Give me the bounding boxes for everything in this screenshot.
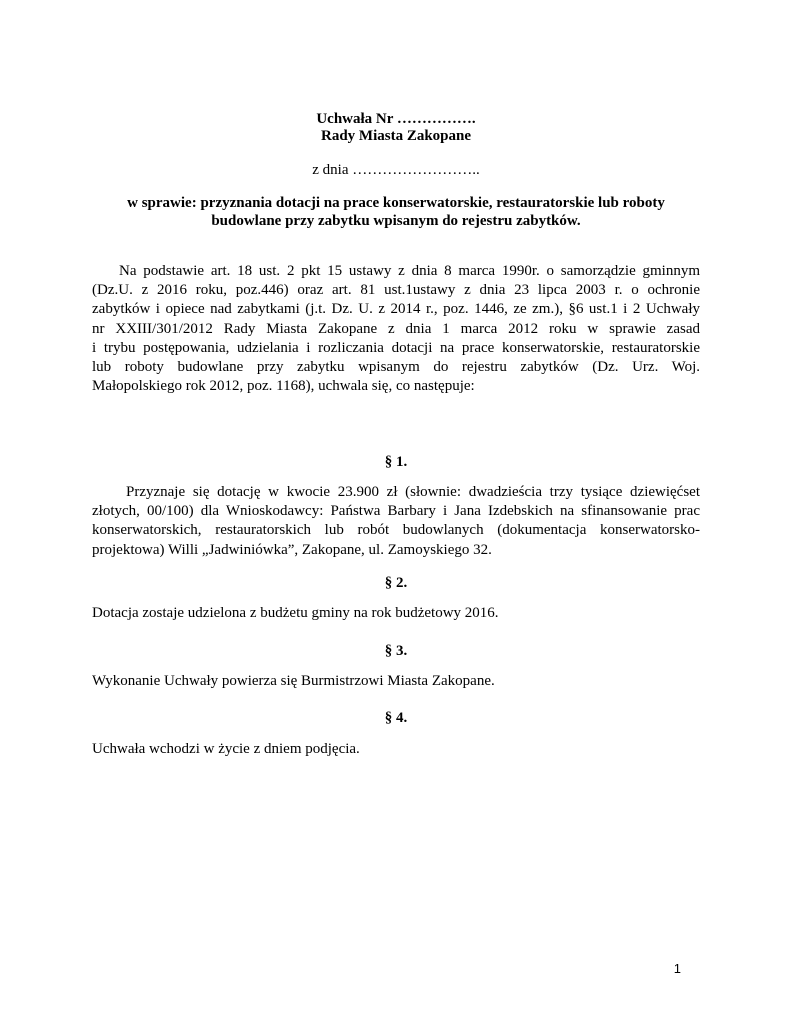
council-name: Rady Miasta Zakopane xyxy=(320,128,472,144)
section-1-line: konserwatorskich, restauratorskich lub robót budowlanych (dokumentacja konserwatorsko- xyxy=(92,522,700,539)
legal-basis-paragraph xyxy=(92,262,700,396)
subject-line-2: budowlane przy zabytku wpisanym do rejestru zabytków. xyxy=(211,213,581,229)
section-2-heading: § 2. xyxy=(384,575,408,591)
section-1-paragraph xyxy=(92,483,700,560)
section-2-line: Dotacja zostaje udzielona z budżetu gminy na rok budżetowy 2016. xyxy=(92,605,499,621)
section-1-heading: § 1. xyxy=(384,454,408,470)
section-4-heading: § 4. xyxy=(384,710,408,726)
legal-basis-line: Małopolskiego rok 2012, poz. 1168), uchwala się, co następuje: xyxy=(92,378,475,395)
resolution-date: z dnia …………………….. xyxy=(312,162,480,178)
subject-line-1: w sprawie: przyznania dotacji na prace konserwatorskie, restauratorskie lub roboty xyxy=(127,195,665,211)
section-1-line: Przyznaje się dotację w kwocie 23.900 zł (słownie: dwadzieścia trzy tysiące dziewięćset xyxy=(126,484,700,500)
section-2-paragraph xyxy=(92,604,700,623)
section-3-heading: § 3. xyxy=(384,643,408,659)
legal-basis-line: Na podstawie art. 18 ust. 2 pkt 15 ustawy z dnia 8 marca 1990r. o samorządzie gminnym xyxy=(119,263,700,279)
section-4-line: Uchwała wchodzi w życie z dniem podjęcia. xyxy=(92,741,360,757)
legal-basis-line: lub roboty budowlane przy zabytku wpisanym do rejestru zabytków (Dz. Urz. Woj. xyxy=(92,358,700,375)
legal-basis-line: i trybu postępowania, udzielania i rozliczania dotacji na prace konserwatorskie, restauratorskie xyxy=(92,339,700,356)
legal-basis-line: (Dz.U. z 2016 roku, poz.446) oraz art. 81 ust.1ustawy z dnia 23 lipca 2003 r. o ochronie xyxy=(92,282,700,299)
legal-basis-line: nr XXIII/301/2012 Rady Miasta Zakopane z dnia 1 marca 2012 roku w sprawie zasad xyxy=(92,320,700,337)
section-1-line: projektowa) Willi „Jadwiniówka”, Zakopane, ul. Zamoyskiego 32. xyxy=(92,541,492,558)
page-number: 1 xyxy=(673,961,681,976)
section-3-paragraph xyxy=(92,672,700,691)
section-1-line: złotych, 00/100) dla Wnioskodawcy: Państwa Barbary i Jana Izdebskich na sfinansowanie prac xyxy=(92,503,700,520)
section-3-line: Wykonanie Uchwały powierza się Burmistrzowi Miasta Zakopane. xyxy=(92,673,495,689)
section-4-paragraph xyxy=(92,740,700,759)
legal-basis-line: zabytków i opiece nad zabytkami (j.t. Dz. U. z 2014 r., poz. 1446, ze zm.), §6 ust.1 i 2 Uchwały xyxy=(92,301,700,318)
resolution-title: Uchwała Nr ……………. xyxy=(316,111,476,127)
